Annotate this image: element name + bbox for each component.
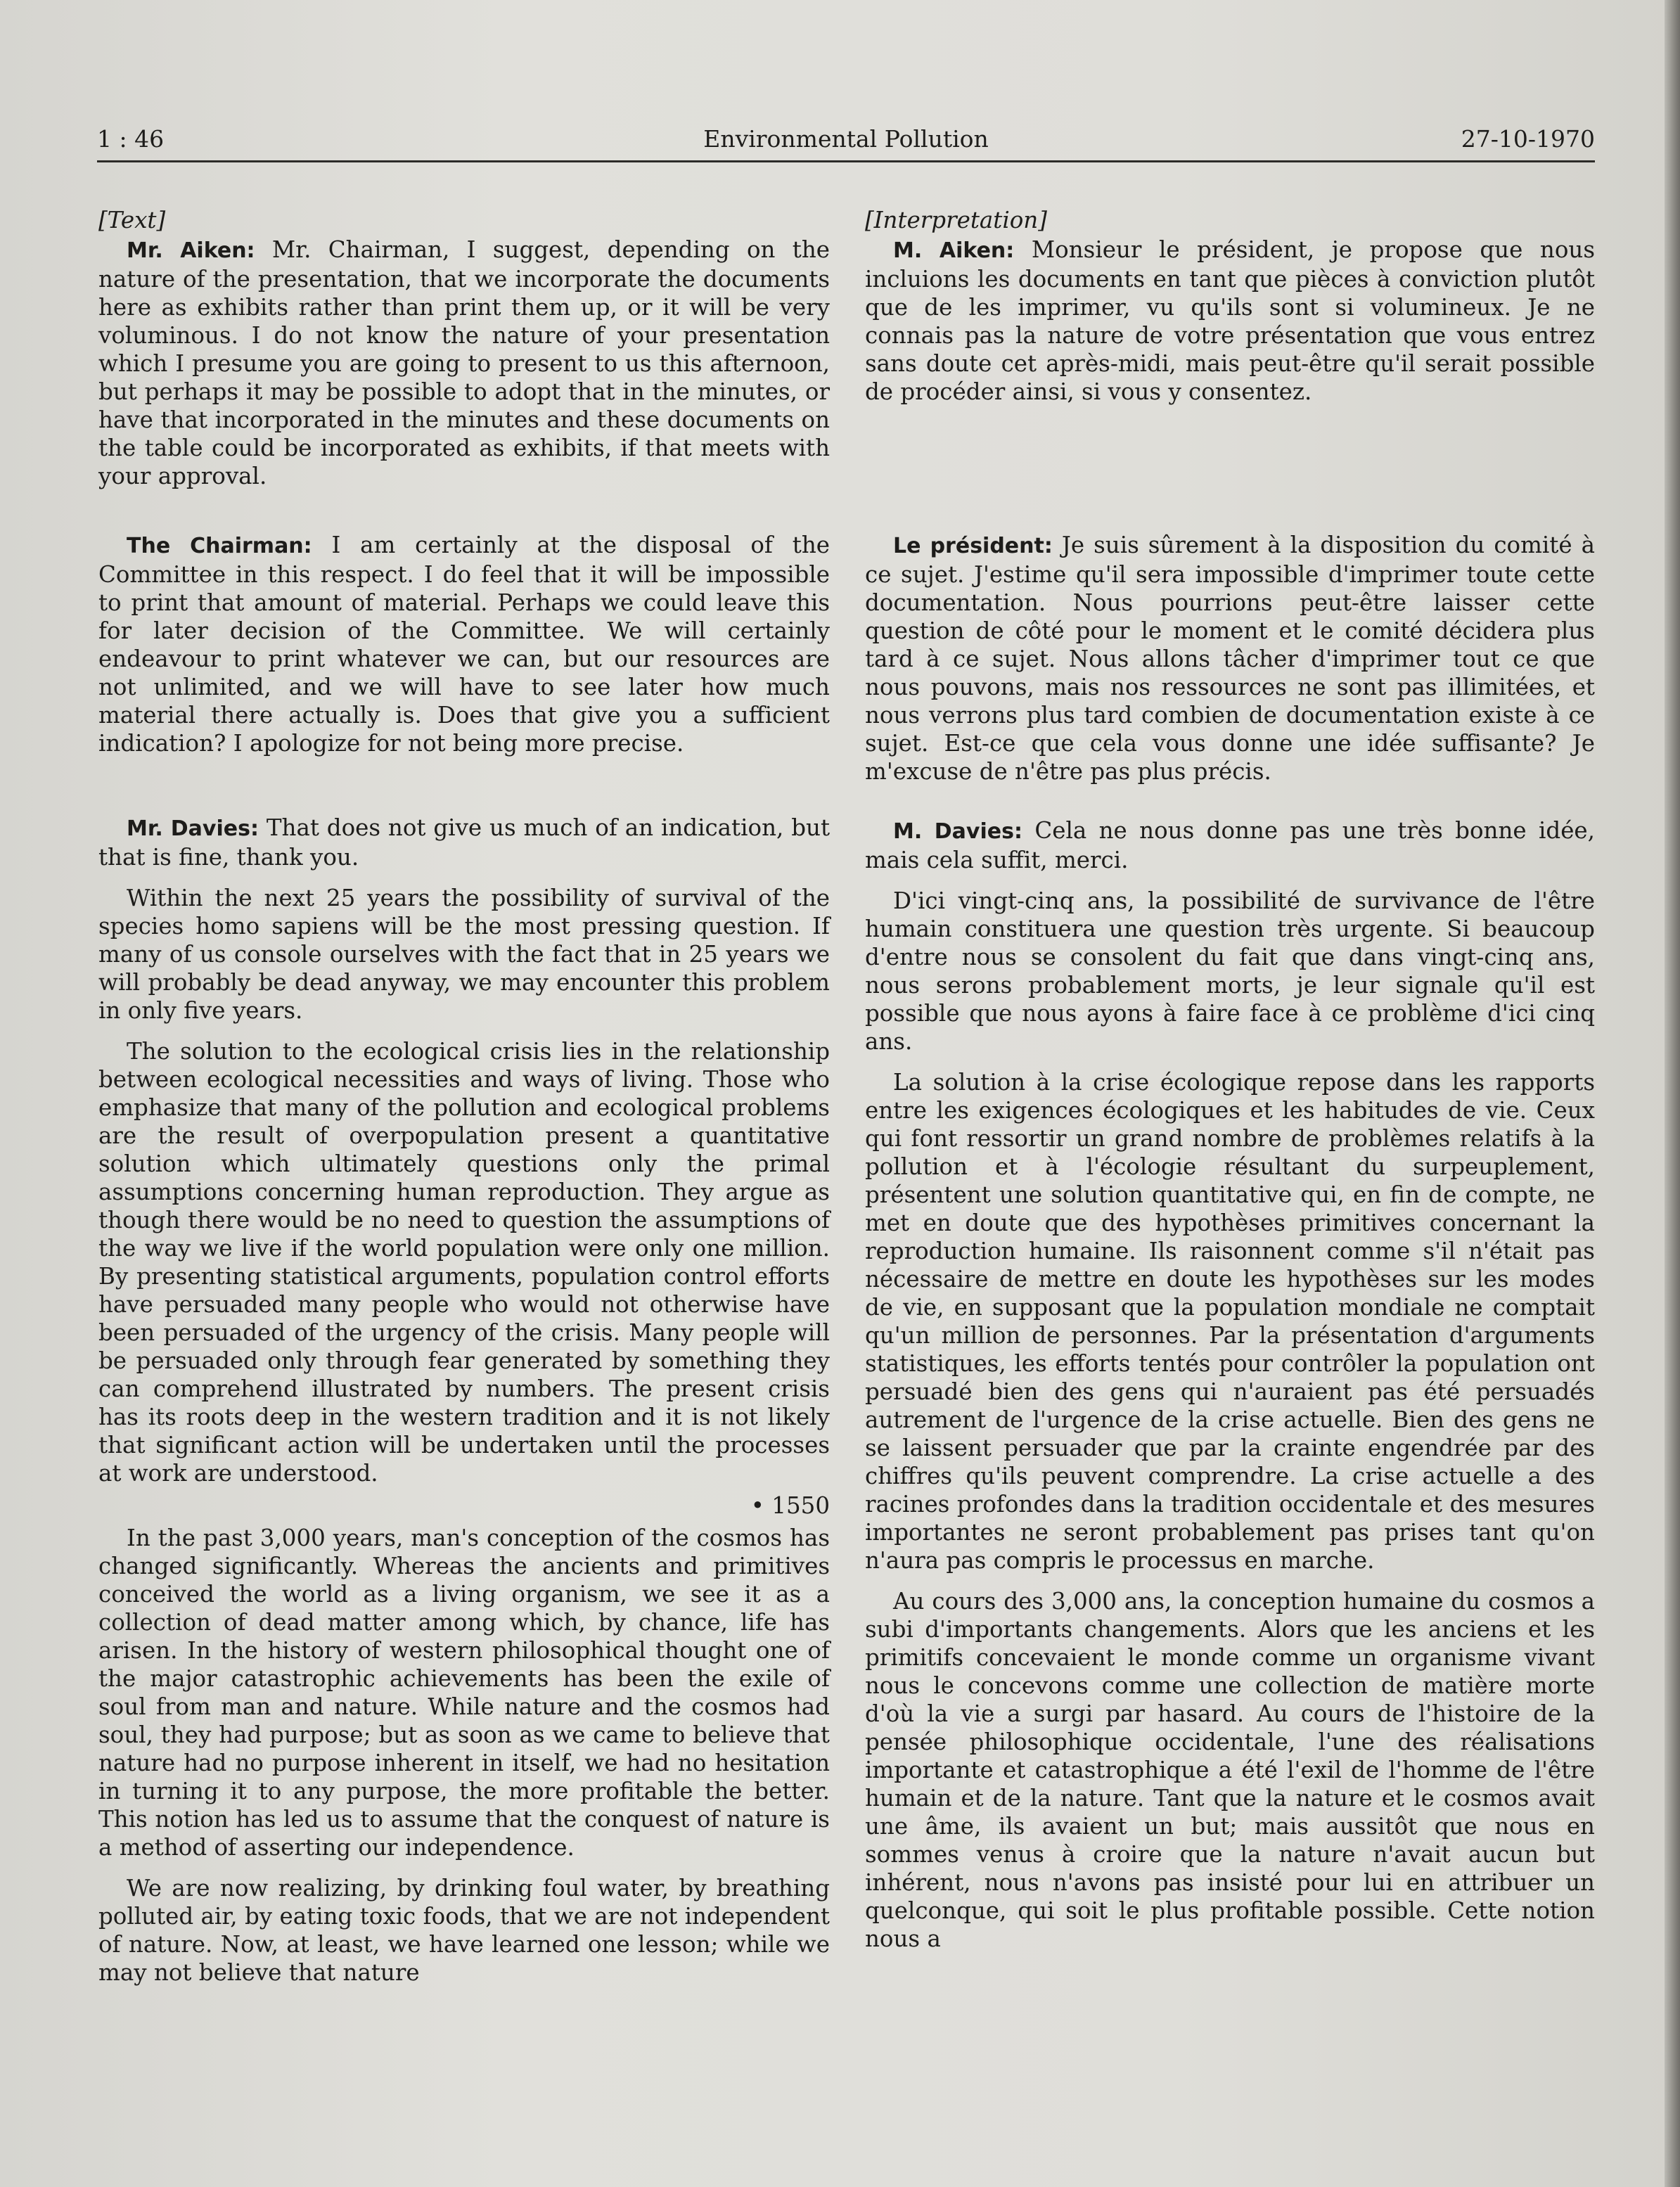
paragraph: We are now realizing, by drinking foul water, by breathing polluted air, by eating toxic foods, that we are not independent of nature. Now, at least, we have learned one lesson; while we may not believe that nature: [98, 1875, 830, 1986]
speech-aiken: [98, 236, 830, 490]
speech-text: That does not give us much of an indication, but that is fine, thank you.: [98, 814, 830, 871]
time-marker: • 1550: [750, 1492, 830, 1519]
running-title: Environmental Pollution: [703, 125, 989, 153]
english-column: [98, 206, 830, 1999]
speech-text: I am certainly at the disposal of the Committee in this respect. I do feel that it will be impossible to print that amount of material. Perhaps we could leave this for later decision of the Committee. We will certainly endeavour to print whatever we can, but our resources are not unlimited, and we will have to see later how much material there actually is. Does that give you a sufficient indication? I apologize for not being more precise.: [98, 532, 830, 757]
speech-chairman: [865, 531, 1595, 785]
speech-davies: [865, 816, 1595, 874]
french-column: [865, 206, 1595, 1965]
speech-text: Mr. Chairman, I suggest, depending on the nature of the presentation, that we incorporate the documents here as exhibits rather than print them up, or it will be very voluminous. I do not know the nature of your presentation which I presume you are going to present to us this afternoon, but perhaps it may be possible to adopt that in the minutes, or have that incorporated in the minutes and these documents on the table could be incorporated as exhibits, if that meets with your approval.: [98, 236, 830, 489]
speech-davies: [98, 814, 830, 871]
paragraph: In the past 3,000 years, man's conception of the cosmos has changed significantly. Whereas the ancients and primitives conceived the world as a living organism, we see it as a collection of dead matter among which, by chance, life has arisen. In the history of western philosophical thought one of the major catastrophic achievements has been the exile of soul from man and nature. While nature and the cosmos had soul, they had purpose; but as soon as we came to believe that nature had no purpose inherent in itself, we had no hesitation in turning it to any purpose, the more profitable the better. This notion has led us to assume that the conquest of nature is a method of asserting our independence.: [98, 1525, 830, 1861]
column-label: [Interpretation]: [865, 207, 1047, 233]
speech-chairman: [98, 531, 830, 757]
speaker-name: M. Davies:: [893, 819, 1022, 844]
speech-text: Monsieur le président, je propose que nous incluions les documents en tant que pièces à conviction plutôt que de les imprimer, vu qu'ils sont si volumineux. Je ne connais pas la nature de votre présentation que vous entrez sans doute cet après-midi, mais peut-être qu'il serait possible de procéder ainsi, si vous y consentez.: [865, 236, 1595, 405]
header-rule: [97, 160, 1595, 162]
page-edge-shadow: [1665, 0, 1680, 2187]
paragraph: Within the next 25 years the possibility of survival of the species homo sapiens will be the most pressing question. If many of us console ourselves with the fact that in 25 years we will probably be dead anyway, we may encounter this problem in only five years.: [98, 885, 830, 1024]
speech-text: Je suis sûrement à la disposition du comité à ce sujet. J'estime qu'il sera impossible d'imprimer toute cette documentation. Nous pourrions peut-être laisser cette question de côté pour le moment et le comité décidera plus tard à ce sujet. Nous allons tâcher d'imprimer tout ce que nous pouvons, mais nos ressources ne sont pas illimitées, et nous verrons plus tard combien de documentation existe à ce sujet. Est-ce que cela vous donne une idée suffisante? Je m'excuse de n'être pas plus précis.: [865, 532, 1595, 785]
paragraph: D'ici vingt-cinq ans, la possibilité de survivance de l'être humain constituera une question très urgente. Si beaucoup d'entre nous se consolent du fait que dans vingt-cinq ans, nous serons probablement morts, je leur signale qu'il est possible que nous ayons à faire face à ce problème d'ici cinq ans.: [865, 887, 1595, 1055]
speaker-name: Mr. Davies:: [127, 816, 259, 841]
speaker-name: The Chairman:: [127, 534, 312, 558]
page-header: [97, 125, 1595, 158]
speaker-name: Mr. Aiken:: [127, 238, 255, 263]
speech-text: Cela ne nous donne pas une très bonne idée, mais cela suffit, merci.: [865, 817, 1595, 873]
speaker-name: M. Aiken:: [893, 238, 1015, 263]
speaker-name: Le président:: [893, 534, 1053, 558]
speech-aiken: [865, 236, 1595, 406]
paragraph: La solution à la crise écologique repose dans les rapports entre les exigences écologiques et les habitudes de vie. Ceux qui font ressortir un grand nombre de problèmes relatifs à la pollution et à l'écologie résultant du surpeuplement, présentent une solution quantitative qui, en fin de compte, ne met en doute que des hypothèses primitives concernant la reproduction humaine. Ils raisonnent comme s'il n'était pas nécessaire de mettre en doute les hypothèses sur les modes de vie, en supposant que la population mondiale ne comptait qu'un million de personnes. Par la présentation d'arguments statistiques, les efforts tentés pour contrôler la population ont persuadé bien des gens qui n'auraient pas été persuadés autrement de l'urgence de la crise actuelle. Bien des gens ne se laissent persuader que par la crainte engendrée par des chiffres qu'ils peuvent comprendre. La crise actuelle a des racines profondes dans la tradition occidentale et des mesures importantes ne seront probablement pas prises tant qu'on n'aura pas compris le processus en marche.: [865, 1069, 1595, 1574]
paragraph: The solution to the ecological crisis lies in the relationship between ecological necessities and ways of living. Those who emphasize that many of the pollution and ecological problems are the result of overpopulation present a quantitative solution which ultimately questions only the primal assumptions concerning human reproduction. They argue as though there would be no need to question the assumptions of the way we live if the world population were only one million. By presenting statistical arguments, population control efforts have persuaded many people who would not otherwise have been persuaded of the urgency of the crisis. Many people will be persuaded only through fear generated by something they can comprehend illustrated by numbers. The present crisis has its roots deep in the western tradition and it is not likely that significant action will be undertaken until the processes at work are understood.: [98, 1038, 830, 1487]
paragraph: Au cours des 3,000 ans, la conception humaine du cosmos a subi d'importants changements. Alors que les anciens et les primitifs concevaient le monde comme un organisme vivant nous le concevons comme une collection de matière morte d'où la vie a surgi par hasard. Au cours de l'histoire de la pensée philosophique occidentale, l'une des réalisations importante et catastrophique a été l'exil de l'homme de l'être humain et de la nature. Tant que la nature et le cosmos avait une âme, ils avaient un but; mais aussitôt que nous en sommes venus à croire que la nature n'avait aucun but inhérent, nous n'avons pas insisté pour lui en attribuer un quelconque, qui soit le plus profitable possible. Cette notion nous a: [865, 1588, 1595, 1952]
header-date: 27-10-1970: [1461, 125, 1595, 153]
page-number: 1 : 46: [97, 125, 165, 153]
column-label: [Text]: [98, 207, 166, 233]
